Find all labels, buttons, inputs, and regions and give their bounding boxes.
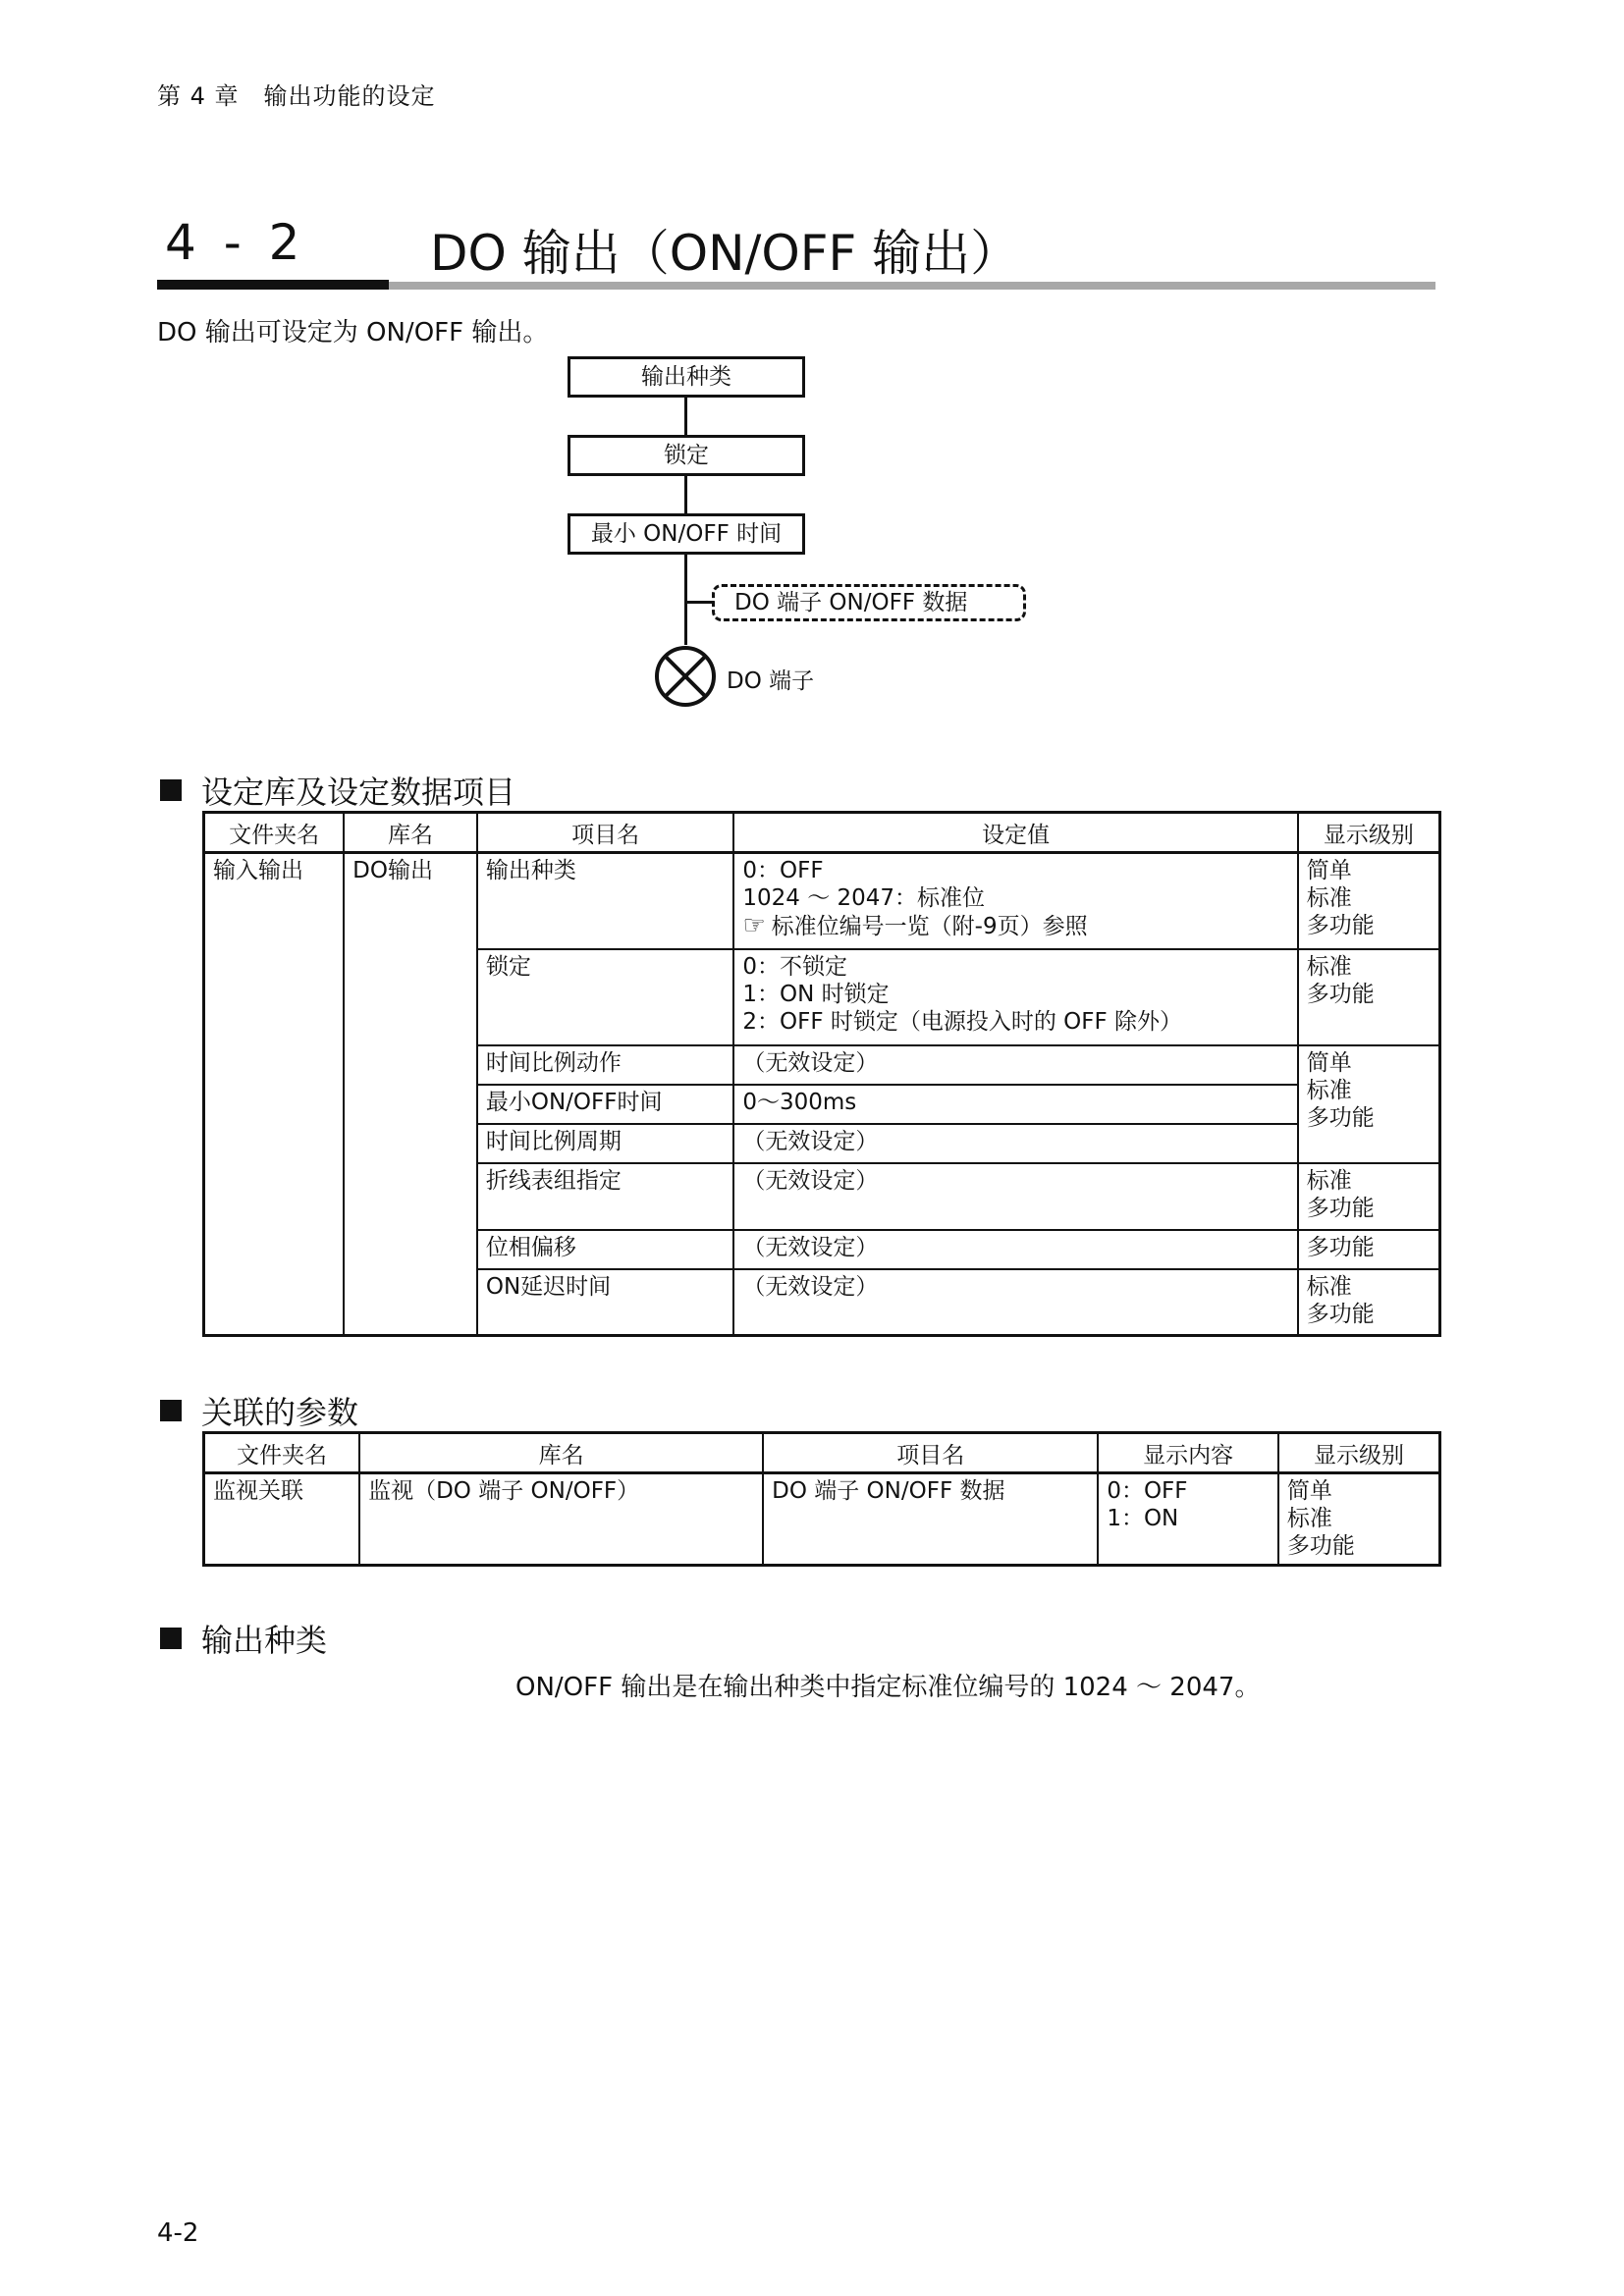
heading-output-type-text: 输出种类 <box>201 1622 328 1659</box>
table-header-row <box>204 813 1440 853</box>
section-number: 4 - 2 <box>165 214 306 271</box>
col-folder: 文件夹名 <box>204 1433 360 1473</box>
title-rule-dark <box>157 280 389 290</box>
display-line: 1：ON <box>1107 1506 1179 1531</box>
running-header: 第 4 章 输出功能的设定 <box>157 82 436 110</box>
value-line: 0：不锁定 <box>742 953 847 980</box>
flow-connector <box>684 476 687 513</box>
reference-line <box>742 912 1288 940</box>
table-row <box>204 853 1440 949</box>
heading-settings <box>160 768 515 813</box>
flow-box-output-type: 输出种类 <box>568 356 805 398</box>
cell-item: 时间比例动作 <box>477 1045 733 1085</box>
cell-value: （无效设定） <box>733 1269 1297 1336</box>
cell-level <box>1298 1163 1440 1230</box>
level-line: 标准 <box>1286 1506 1332 1531</box>
output-type-paragraph: ON/OFF 输出是在输出种类中指定标准位编号的 1024 ～ 2047。 <box>515 1673 1261 1702</box>
level-line: 多功能 <box>1306 913 1375 938</box>
level-line: 标准 <box>1306 1077 1352 1103</box>
cell-folder: 输入输出 <box>204 853 345 1336</box>
cell-item: 输出种类 <box>477 853 733 949</box>
cell-value <box>733 949 1297 1045</box>
heading-related <box>160 1388 358 1433</box>
level-line: 标准 <box>1306 1273 1352 1300</box>
cell-value <box>733 853 1297 949</box>
col-item: 项目名 <box>763 1433 1098 1473</box>
value-line: 1：ON 时锁定 <box>742 981 890 1007</box>
cell-item: 折线表组指定 <box>477 1163 733 1230</box>
intro-text: DO 输出可设定为 ON/OFF 输出。 <box>157 318 549 347</box>
level-line: 简单 <box>1306 858 1352 883</box>
level-line: 多功能 <box>1306 1195 1375 1221</box>
col-level: 显示级别 <box>1298 813 1440 853</box>
col-folder: 文件夹名 <box>204 813 345 853</box>
level-line: 多功能 <box>1306 981 1375 1007</box>
level-line: 标准 <box>1306 885 1352 911</box>
reference-text: 标准位编号一览（附-9页）参照 <box>771 914 1088 939</box>
settings-table <box>202 811 1441 1337</box>
cell-item: 锁定 <box>477 949 733 1045</box>
col-value: 设定值 <box>733 813 1297 853</box>
cell-level <box>1298 853 1440 949</box>
cell-display <box>1098 1473 1278 1566</box>
col-level: 显示级别 <box>1278 1433 1440 1473</box>
cell-item: DO 端子 ON/OFF 数据 <box>763 1473 1098 1566</box>
cell-level: 多功能 <box>1298 1230 1440 1269</box>
heading-settings-text: 设定库及设定数据项目 <box>201 774 516 811</box>
col-library: 库名 <box>344 813 477 853</box>
level-line: 多功能 <box>1306 1104 1375 1131</box>
flow-branch <box>684 601 714 604</box>
cell-library: DO输出 <box>344 853 477 1336</box>
level-line: 多功能 <box>1286 1533 1355 1559</box>
bullet-square-icon <box>160 1400 182 1421</box>
cell-library: 监视（DO 端子 ON/OFF） <box>359 1473 763 1566</box>
cell-level-merged <box>1298 1045 1440 1163</box>
cell-level <box>1278 1473 1440 1566</box>
value-line: 1024 ～ 2047：标准位 <box>742 885 986 911</box>
level-line: 标准 <box>1306 953 1352 980</box>
title-rule-gray <box>389 282 1435 290</box>
cell-value: 0～300ms <box>733 1085 1297 1124</box>
pointing-hand-icon: ☞ <box>742 911 766 940</box>
bullet-square-icon <box>160 779 182 801</box>
cell-value: （无效设定） <box>733 1045 1297 1085</box>
flow-connector <box>684 555 687 645</box>
bullet-square-icon <box>160 1628 182 1649</box>
display-line: 0：OFF <box>1107 1478 1188 1504</box>
level-line: 简单 <box>1306 1049 1352 1076</box>
cell-folder: 监视关联 <box>204 1473 360 1566</box>
table-header-row <box>204 1433 1440 1473</box>
value-line: 2：OFF 时锁定（电源投入时的 OFF 除外） <box>742 1008 1183 1035</box>
table-row <box>204 1473 1440 1566</box>
flow-box-min-time: 最小 ON/OFF 时间 <box>568 513 805 555</box>
heading-related-text: 关联的参数 <box>201 1394 359 1431</box>
col-item: 项目名 <box>477 813 733 853</box>
level-line: 简单 <box>1286 1478 1332 1504</box>
terminal-lamp-icon <box>654 645 717 708</box>
cell-item: 位相偏移 <box>477 1230 733 1269</box>
level-line: 多功能 <box>1306 1301 1375 1327</box>
cell-item: ON延迟时间 <box>477 1269 733 1336</box>
cell-item: 最小ON/OFF时间 <box>477 1085 733 1124</box>
page-number: 4-2 <box>157 2218 199 2248</box>
flow-data-box: DO 端子 ON/OFF 数据 <box>712 584 1026 621</box>
cell-value: （无效设定） <box>733 1163 1297 1230</box>
flow-diagram <box>550 348 1100 721</box>
flow-connector <box>684 398 687 435</box>
cell-value: （无效设定） <box>733 1230 1297 1269</box>
heading-output-type <box>160 1616 327 1661</box>
flow-box-lock: 锁定 <box>568 435 805 476</box>
cell-item: 时间比例周期 <box>477 1124 733 1163</box>
cell-level <box>1298 1269 1440 1336</box>
section-title: DO 输出（ON/OFF 输出） <box>430 225 1020 282</box>
col-library: 库名 <box>359 1433 763 1473</box>
level-line: 标准 <box>1306 1167 1352 1194</box>
col-display: 显示内容 <box>1098 1433 1278 1473</box>
related-table <box>202 1431 1441 1567</box>
terminal-label: DO 端子 <box>727 668 815 694</box>
value-line: 0：OFF <box>742 858 824 883</box>
cell-value: （无效设定） <box>733 1124 1297 1163</box>
cell-level <box>1298 949 1440 1045</box>
